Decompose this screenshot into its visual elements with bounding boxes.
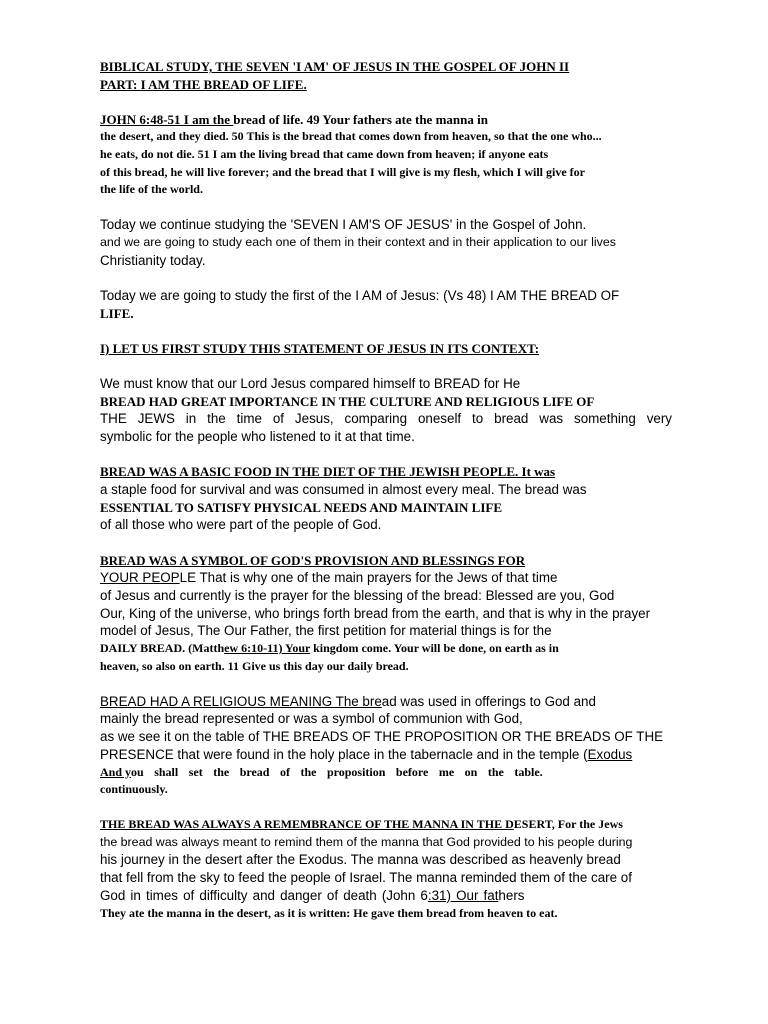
section-heading: I) LET US FIRST STUDY THIS STATEMENT OF JESUS IN ITS CONTEXT: (100, 340, 540, 356)
basic-food-paragraph: BREAD WAS A BASIC FOOD IN THE DIET OF THE JEWISH PEOPLE. It was a staple food for survival and was consumed in almost every meal. The bread was ESSENTIAL TO SATISFY PHYSICAL NEEDS AND MAINTAIN LIFE of all those who were part of the people of God. (100, 463, 672, 534)
intro-paragraph: Today we continue studying the 'SEVEN I AM'S OF JESUS' in the Gospel of John. and we are going to study each one of them in their context and in their application to our lives Christianity today. (100, 217, 616, 268)
scripture-reference: ew 6:10-11) Your (224, 640, 311, 655)
scripture-line: he eats, do not die. 51 I am the living bread that came down from heaven; if anyone eats (100, 146, 549, 161)
scripture-line: the desert, and they died. 50 This is the bread that comes down from heaven, so that the one who... (100, 129, 602, 144)
first-i-am-paragraph: Today we are going to study the first of the I AM of Jesus: (Vs 48) I AM THE BREAD OF LIFE. (100, 287, 620, 321)
provision-paragraph: BREAD WAS A SYMBOL OF GOD'S PROVISION AND BLESSINGS FOR YOUR PEOPLE That is why one of the main prayers for the Jews of that time of Jesus and currently is the prayer for the blessing of the bread: Blessed are you, God Our, King of the universe, who brings forth bread from the earth, and that is why in the prayer model of Jesus, The Our Father, the first petition for material things is for the DAILY BREAD. (Matthew 6:10-11) Your kingdom come. Your will be done, on earth as in heaven, so also on earth. 11 Give us this day our daily bread. (100, 552, 672, 676)
remembrance-paragraph: THE BREAD WAS ALWAYS A REMEMBRANCE OF THE MANNA IN THE DESERT, For the Jews the bread was always meant to remind them of the manna that God provided to his people during his journey in the desert after the Exodus. The manna was described as heavenly bread that fell from the sky to feed the people of Israel. The manna reminded them of the care of God in times of difficulty and danger of death (John 6:31) Our fathers They ate the manna in the desert, as it is written: He gave them bread from heaven to eat. (100, 816, 672, 922)
paragraph-heading: THE BREAD WAS ALWAYS A REMEMBRANCE OF THE MANNA IN THE DESERT, For the Jews (100, 817, 623, 832)
document-subtitle: PART: I AM THE BREAD OF LIFE. (100, 76, 307, 92)
scripture-reference: JOHN 6:48-51 I am the (100, 111, 234, 127)
religious-meaning-paragraph: BREAD HAD A RELIGIOUS MEANING The bread was used in offerings to God and mainly the bread represented or was a symbol of communion with God, as we see it on the table of THE BREADS OF THE PROPOSITION OR THE BREADS OF THE PRESENCE that were found in the holy place in the tabernacle and in the temple (Exodus And you shall set the bread of the proposition before me on the table. continuously. (100, 693, 664, 797)
document-page (100, 58, 672, 922)
compared-paragraph: We must know that our Lord Jesus compared himself to BREAD for He BREAD HAD GREAT IMPORTANCE IN THE CULTURE AND RELIGIOUS LIFE OF THE JEWS in the time of Jesus, comparing oneself to bread was something very symbolic for the people who listened to it at that time. (100, 376, 672, 445)
scripture-reference: :31) Our fat (427, 887, 499, 903)
paragraph-heading: BREAD WAS A BASIC FOOD IN THE DIET OF THE JEWISH PEOPLE. It was (100, 464, 556, 480)
scripture-line: the life of the world. (100, 182, 203, 197)
scripture-passage (100, 111, 672, 199)
scripture-line: of this bread, he will live forever; and the bread that I will give is my flesh, which I will give for (100, 164, 585, 179)
scripture-line: JOHN 6:48-51 I am the bread of life. 49 Your fathers ate the manna in (100, 111, 488, 127)
document-title: BIBLICAL STUDY, THE SEVEN 'I AM' OF JESUS IN THE GOSPEL OF JOHN II (100, 59, 570, 74)
scripture-reference: Exodus (587, 746, 633, 762)
paragraph-heading: BREAD WAS A SYMBOL OF GOD'S PROVISION AND BLESSINGS FOR (100, 552, 526, 568)
